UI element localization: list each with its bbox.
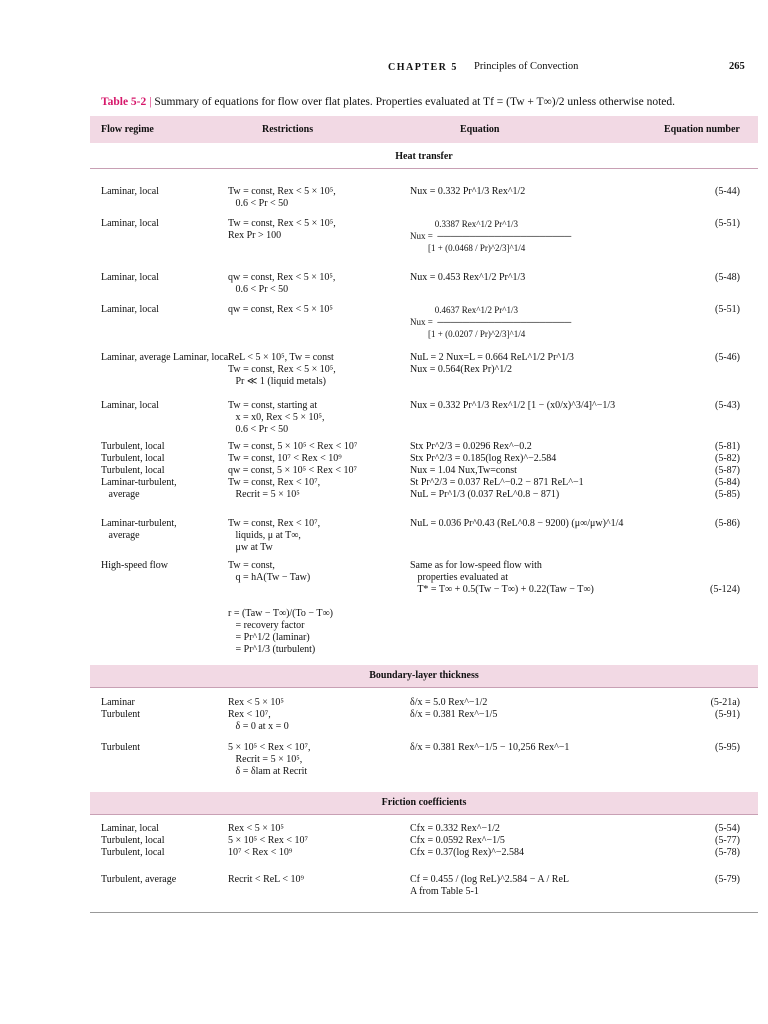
restrictions-cell: Tw = const, 5 × 10⁵ < Rex < 10⁷ Tw = const, 10⁷ < Rex < 10⁹ qw = const, 5 × 10⁵ < Rex < 10⁷ Tw = const, Rex < 10⁷, Recrit = 5 × 10⁵ — [228, 441, 358, 500]
flow-regime-cell: Laminar, local — [101, 304, 159, 315]
equation-cell: Same as for low-speed flow with properties evaluated at T* = T∞ + 0.5(Tw − T∞) + 0.22(Taw − T∞) — [410, 560, 594, 595]
equation-number-cell: (5-51) — [715, 304, 740, 315]
equation-cell: NuL = 2 Nux=L = 0.664 ReL^1/2 Pr^1/3 Nux = 0.564(Rex Pr)^1/2 — [410, 352, 574, 375]
equation-number-cell: (5-86) — [715, 518, 740, 529]
flow-regime-cell: Laminar, local — [101, 186, 159, 197]
table-header-band — [90, 116, 758, 143]
column-header-equation-number: Equation number — [664, 124, 740, 135]
table-label: Table 5-2 — [101, 96, 147, 108]
flow-regime-cell: High-speed flow — [101, 560, 168, 571]
restrictions-cell: Tw = const, starting at x = x0, Rex < 5 × 10⁵, 0.6 < Pr < 50 — [228, 400, 325, 435]
section-rule — [90, 814, 758, 815]
flow-regime-cell: Turbulent — [101, 742, 141, 753]
restrictions-cell: Tw = const, q = hA(Tw − Taw) r = (Taw − T∞)/(To − T∞) = recovery factor = Pr^1/2 (laminar) = Pr^1/3 (turbulent) — [228, 560, 333, 655]
equation-cell: δ/x = 5.0 Rex^−1/2 δ/x = 0.381 Rex^−1/5 — [410, 697, 498, 720]
section-heading-heat-transfer: Heat transfer — [395, 151, 453, 162]
flow-regime-cell: Laminar-turbulent, average — [101, 518, 177, 541]
section-rule — [90, 687, 758, 688]
section-heading-boundary-layer: Boundary-layer thickness — [369, 670, 479, 681]
equation-cell: Nux = 0.453 Rex^1/2 Pr^1/3 — [410, 272, 526, 283]
page-number: 265 — [729, 61, 745, 72]
caption-separator: | — [149, 96, 152, 108]
caption-text: Summary of equations for flow over flat plates. Properties evaluated at Tf = (Tw + T∞)/2 unless otherwise noted. — [154, 96, 676, 108]
restrictions-cell: 5 × 10⁵ < Rex < 10⁷, Recrit = 5 × 10⁵, δ = δlam at Recrit — [228, 742, 311, 777]
flow-regime-cell: Laminar, average Laminar, local — [101, 352, 231, 363]
restrictions-cell: Tw = const, Rex < 5 × 10⁵, 0.6 < Pr < 50 — [228, 186, 336, 209]
equation-cell: 0.4637 Rex^1/2 Pr^1/3 Nux = ───────────────────── [1 + (0.0207 / Pr)^2/3]^1/4 — [410, 305, 572, 339]
flow-regime-cell: Turbulent, local Turbulent, local Turbulent, local Laminar-turbulent, average — [101, 441, 177, 500]
flow-regime-cell: Turbulent, average — [101, 874, 177, 885]
equation-number-cell: (5-79) — [715, 874, 740, 885]
restrictions-cell: Recrit < ReL < 10⁹ — [228, 874, 305, 885]
section-heading-friction: Friction coefficients — [381, 797, 467, 808]
flow-regime-cell: Laminar, local — [101, 218, 159, 229]
restrictions-cell: qw = const, Rex < 5 × 10⁵ — [228, 304, 333, 315]
restrictions-cell: Rex < 5 × 10⁵ 5 × 10⁵ < Rex < 10⁷ 10⁷ < Rex < 10⁹ — [228, 823, 308, 858]
equation-cell: Cf = 0.455 / (log ReL)^2.584 − A / ReL A from Table 5-1 — [410, 874, 570, 897]
equation-cell: Cfx = 0.332 Rex^−1/2 Cfx = 0.0592 Rex^−1/5 Cfx = 0.37(log Rex)^−2.584 — [410, 823, 525, 858]
equation-cell: Stx Pr^2/3 = 0.0296 Rex^−0.2 Stx Pr^2/3 = 0.185(log Rex)^−2.584 Nux = 1.04 Nux,Tw=const St Pr^2/3 = 0.037 ReL^−0.2 − 871 ReL^−1 NuL = Pr^1/3 (0.037 ReL^0.8 − 871) — [410, 441, 584, 500]
section-rule — [90, 168, 758, 169]
equation-number-cell: (5-43) — [715, 400, 740, 411]
table-caption — [101, 96, 675, 108]
equation-cell: Nux = 0.332 Pr^1/3 Rex^1/2 — [410, 186, 526, 197]
equation-number-cell: (5-51) — [715, 218, 740, 229]
equation-number-cell: (5-46) — [715, 352, 740, 363]
column-header-flow-regime: Flow regime — [101, 124, 154, 135]
equation-number-cell: (5-44) — [715, 186, 740, 197]
column-header-equation: Equation — [460, 124, 500, 135]
restrictions-cell: Rex < 5 × 10⁵ Rex < 10⁷, δ = 0 at x = 0 — [228, 697, 289, 732]
equation-number-cell: (5-95) — [715, 742, 740, 753]
chapter-label: CHAPTER 5 — [388, 62, 458, 73]
restrictions-cell: qw = const, Rex < 5 × 10⁵, 0.6 < Pr < 50 — [228, 272, 336, 295]
equation-number-cell: (5-81) (5-82) (5-87) (5-84) (5-85) — [715, 441, 740, 500]
equation-number-cell: (5-54) (5-77) (5-78) — [715, 823, 740, 858]
equation-cell: 0.3387 Rex^1/2 Pr^1/3 Nux = ───────────────────── [1 + (0.0468 / Pr)^2/3]^1/4 — [410, 219, 572, 253]
equation-cell: NuL = 0.036 Pr^0.43 (ReL^0.8 − 9200) (μ∞/μw)^1/4 — [410, 518, 624, 529]
restrictions-cell: ReL < 5 × 10⁵, Tw = const Tw = const, Rex < 5 × 10⁵, Pr ≪ 1 (liquid metals) — [228, 352, 336, 387]
column-header-restrictions: Restrictions — [262, 124, 314, 135]
equation-cell: δ/x = 0.381 Rex^−1/5 − 10,256 Rex^−1 — [410, 742, 570, 753]
flow-regime-cell: Laminar, local Turbulent, local Turbulent, local — [101, 823, 165, 858]
flow-regime-cell: Laminar, local — [101, 400, 159, 411]
chapter-title: Principles of Convection — [474, 61, 579, 72]
equation-cell: Nux = 0.332 Pr^1/3 Rex^1/2 [1 − (x0/x)^3/4]^−1/3 — [410, 400, 616, 411]
flow-regime-cell: Laminar, local — [101, 272, 159, 283]
equation-number-cell: (5-124) — [710, 584, 740, 595]
flow-regime-cell: Laminar Turbulent — [101, 697, 141, 720]
table-bottom-rule — [90, 912, 758, 913]
equation-number-cell: (5-21a) (5-91) — [710, 697, 740, 720]
equation-number-cell: (5-48) — [715, 272, 740, 283]
restrictions-cell: Tw = const, Rex < 10⁷, liquids, μ at T∞, μw at Tw — [228, 518, 321, 553]
restrictions-cell: Tw = const, Rex < 5 × 10⁵, Rex Pr > 100 — [228, 218, 336, 241]
